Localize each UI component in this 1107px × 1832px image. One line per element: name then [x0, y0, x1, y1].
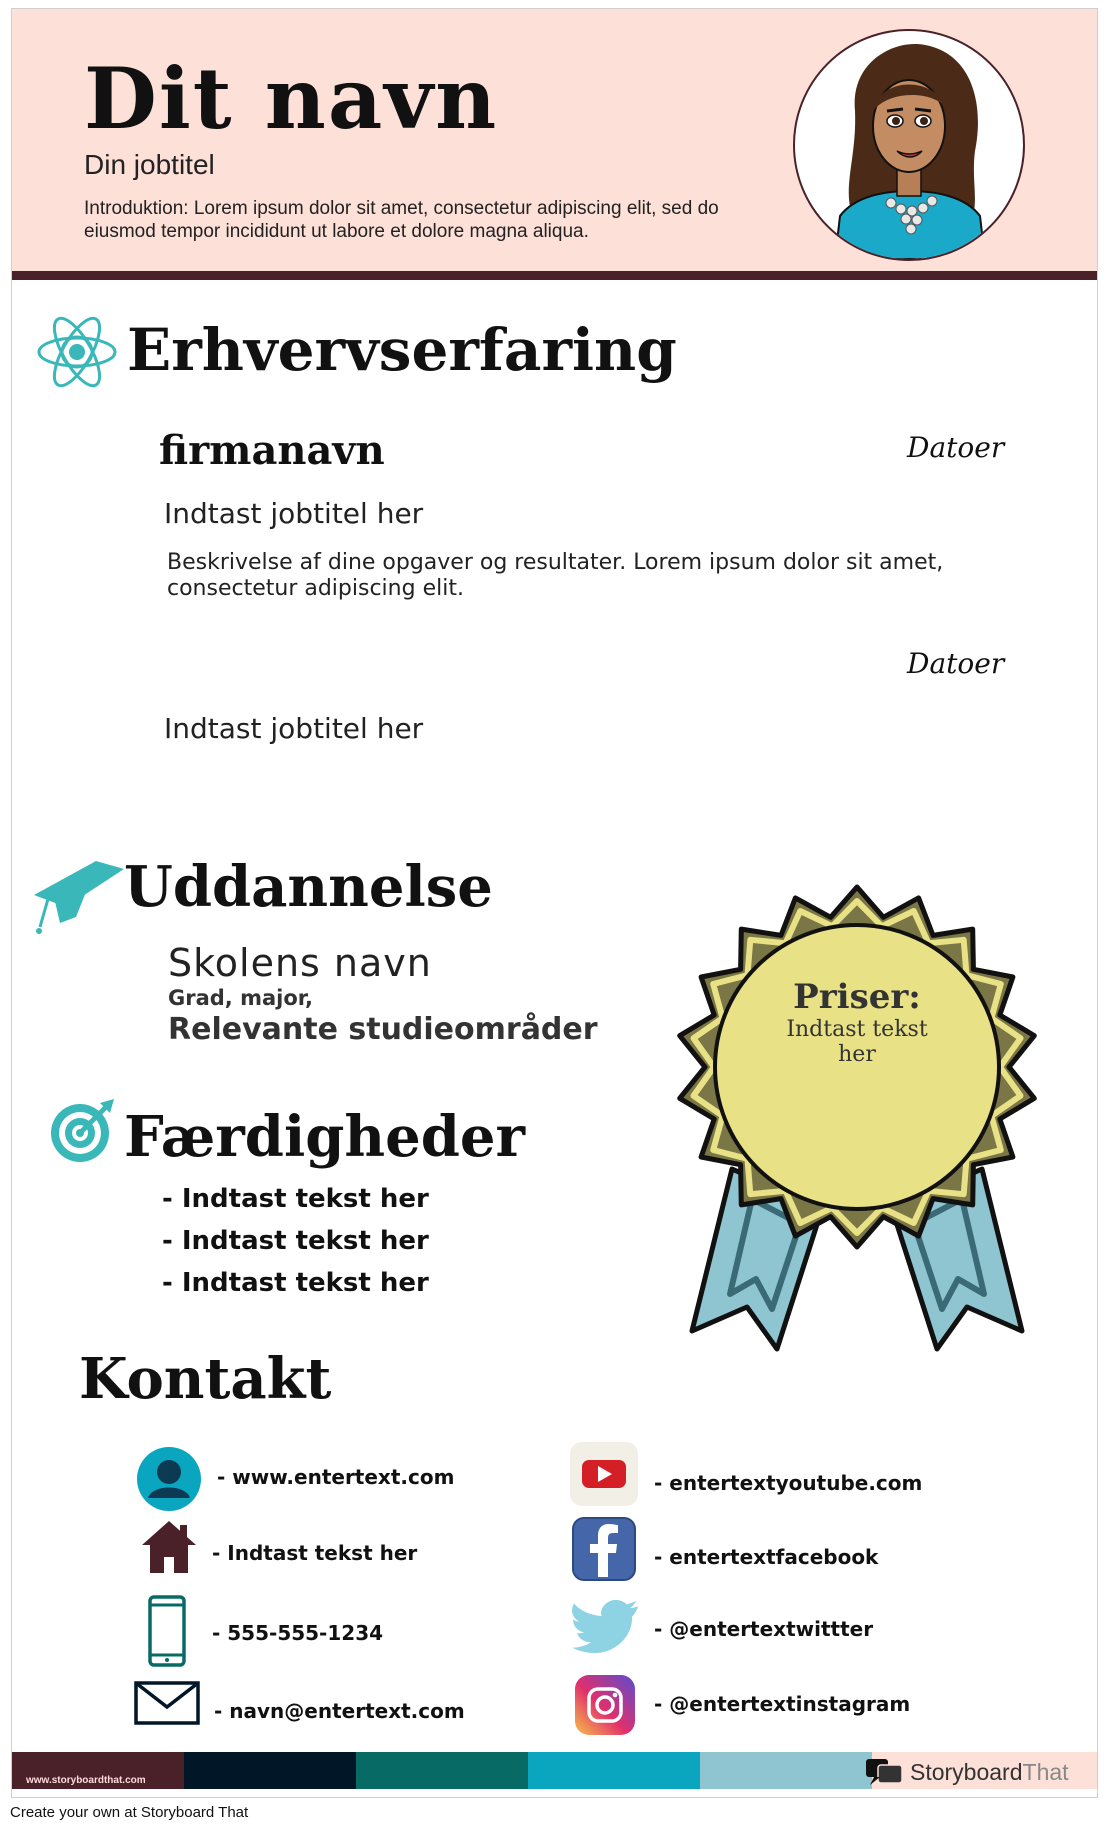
resume-intro: Introduktion: Lorem ipsum dolor sit amet, consectetur adipiscing elit, sed do eiusmod tempor incididunt ut labore et dolore magna aliqua.	[84, 198, 719, 242]
skill-item: - Indtast tekst her	[162, 1268, 429, 1298]
job-dates: Datoer	[907, 647, 1005, 680]
header-divider	[12, 271, 1097, 280]
avatar	[793, 29, 1025, 261]
contact-instagram: - @entertextinstagram	[654, 1692, 911, 1716]
contact-website: - www.entertext.com	[217, 1465, 455, 1489]
study-areas: Relevante studieområder	[168, 1012, 598, 1047]
job-title: Indtast jobtitel her	[164, 712, 424, 745]
contact-phone: - 555-555-1234	[212, 1621, 384, 1645]
awards-text-line: Indtast tekst	[786, 1017, 928, 1042]
phone-icon	[147, 1595, 187, 1667]
education-heading: Uddannelse	[124, 854, 493, 920]
skill-item: - Indtast tekst her	[162, 1184, 429, 1214]
contact-youtube: - entertextyoutube.com	[654, 1471, 923, 1495]
contact-twitter: - @entertextwittter	[654, 1617, 874, 1641]
storyboard-logo-icon	[864, 1757, 906, 1789]
youtube-icon	[569, 1441, 639, 1507]
contact-facebook: - entertextfacebook	[654, 1545, 879, 1569]
footer-swatch	[184, 1752, 356, 1789]
footer-swatch	[528, 1752, 700, 1789]
skill-item: - Indtast tekst her	[162, 1226, 429, 1256]
atom-icon	[36, 307, 118, 397]
skills-heading: Færdigheder	[124, 1104, 526, 1170]
awards-text-line: her	[838, 1042, 876, 1067]
target-icon	[48, 1095, 118, 1165]
instagram-icon	[574, 1674, 636, 1736]
home-icon	[140, 1519, 198, 1575]
job-description: Beskrivelse af dine opgaver og resultater. Lorem ipsum dolor sit amet, consectetur adipiscing elit.	[167, 550, 944, 601]
graduation-cap-icon	[26, 847, 126, 937]
contact-heading: Kontakt	[79, 1346, 332, 1412]
resume-job-title: Din jobtitel	[84, 149, 215, 180]
user-icon	[136, 1446, 202, 1512]
footer-swatch	[700, 1752, 872, 1789]
school-name: Skolens navn	[168, 941, 432, 985]
footer-credit[interactable]: Create your own at Storyboard That	[10, 1804, 249, 1821]
brand-part: Storyboard	[910, 1759, 1023, 1785]
storyboard-brand	[910, 1759, 1069, 1786]
company-name: firmanavn	[159, 427, 385, 474]
resume-name: Dit navn	[84, 49, 499, 148]
avatar-portrait-icon	[795, 31, 1023, 259]
contact-address: - Indtast tekst her	[212, 1541, 418, 1565]
facebook-icon	[572, 1517, 636, 1581]
job-title: Indtast jobtitel her	[164, 497, 424, 530]
contact-email: - navn@entertext.com	[214, 1699, 465, 1723]
footer-site: www.storyboardthat.com	[26, 1775, 146, 1786]
awards-heading: Priser:	[793, 977, 921, 1017]
mail-icon	[134, 1681, 200, 1725]
awards-text	[712, 1017, 1002, 1067]
brand-part: That	[1022, 1759, 1069, 1785]
degree-major: Grad, major,	[168, 986, 314, 1010]
resume-poster	[11, 8, 1098, 1798]
job-dates: Datoer	[907, 431, 1005, 464]
footer-swatch	[356, 1752, 528, 1789]
twitter-icon	[572, 1599, 640, 1655]
award-ribbon-icon	[672, 879, 1042, 1359]
experience-heading: Erhvervserfaring	[127, 316, 677, 384]
